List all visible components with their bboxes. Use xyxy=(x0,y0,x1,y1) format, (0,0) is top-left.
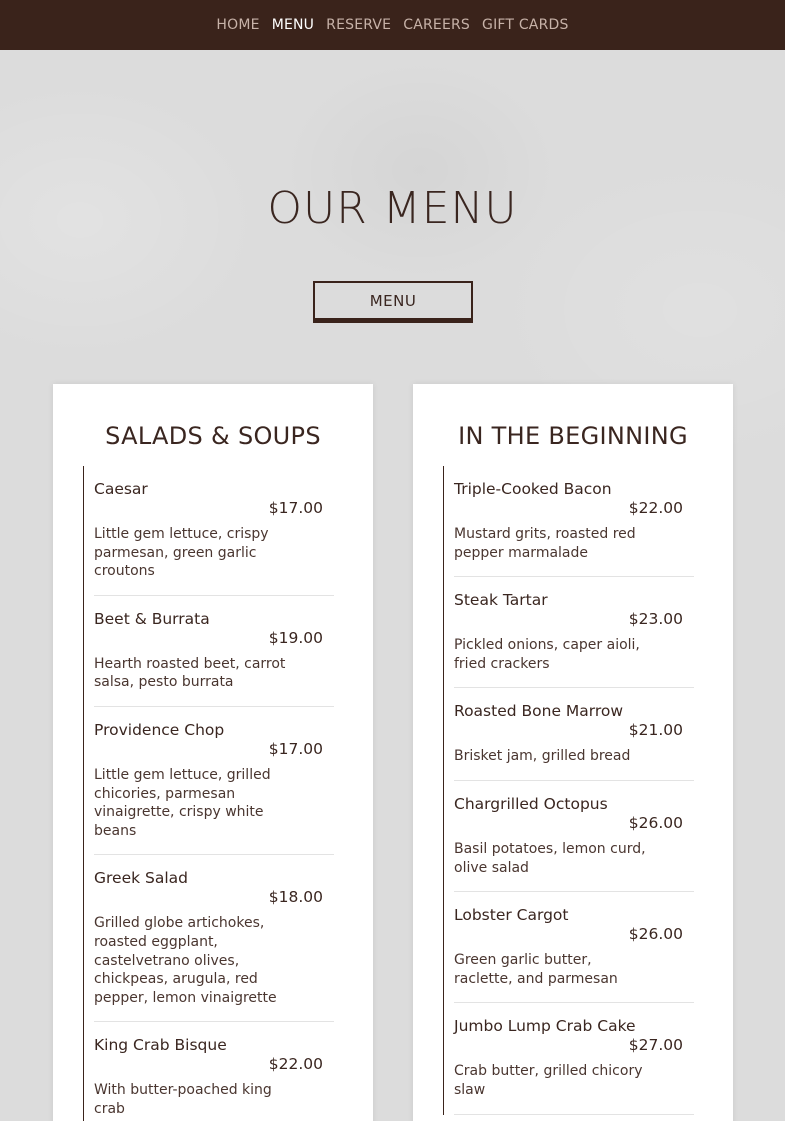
item-name: Roasted Bone Marrow xyxy=(454,702,624,721)
item-name: Lobster Cargot xyxy=(454,906,569,925)
item-price: $21.00 xyxy=(628,721,683,740)
section-title: IN THE BEGINNING xyxy=(458,422,688,450)
menu-button[interactable]: MENU xyxy=(313,281,473,323)
menu-item xyxy=(454,466,694,577)
menu-card-salads-soups xyxy=(53,384,373,1121)
menu-item xyxy=(94,466,334,596)
nav-gift-cards[interactable]: GIFT CARDS xyxy=(482,17,569,33)
item-price: $23.00 xyxy=(628,610,683,629)
menu-item-list xyxy=(83,466,334,1121)
item-price: $22.00 xyxy=(268,1055,323,1074)
nav-careers[interactable]: CAREERS xyxy=(403,17,471,33)
item-price: $26.00 xyxy=(628,925,683,944)
item-price: $27.00 xyxy=(628,1036,683,1055)
item-description: Hearth roasted beet, carrot salsa, pesto burrata xyxy=(94,655,286,691)
item-name: Caesar xyxy=(94,480,148,498)
menu-item xyxy=(454,577,694,688)
menu-item xyxy=(454,1003,694,1114)
item-description: With butter-poached king crab xyxy=(94,1082,272,1117)
menu-item xyxy=(94,855,334,1022)
nav-home[interactable]: HOME xyxy=(216,17,260,33)
item-description: Grilled globe artichokes, roasted eggplant, castelvetrano olives, chickpeas, arugula, red pepper, lemon vinaigrette xyxy=(94,915,277,1006)
item-price: $17.00 xyxy=(268,739,323,758)
item-description: Little gem lettuce, crispy parmesan, green garlic croutons xyxy=(94,526,269,580)
item-description: Brisket jam, grilled bread xyxy=(454,748,631,765)
item-price: $19.00 xyxy=(268,628,323,647)
nav-menu[interactable]: MENU xyxy=(271,17,315,33)
menu-item xyxy=(454,688,694,781)
menu-item xyxy=(94,707,334,855)
item-price: $26.00 xyxy=(628,813,683,832)
menu-item xyxy=(454,781,694,892)
nav-reserve[interactable]: RESERVE xyxy=(326,17,392,33)
menu-item xyxy=(94,596,334,707)
item-price: $17.00 xyxy=(268,499,323,517)
item-description: Mustard grits, roasted red pepper marmalade xyxy=(454,526,636,561)
item-name: Providence Chop xyxy=(94,720,225,739)
item-name: Jumbo Lump Crab Cake xyxy=(454,1017,636,1036)
item-description: Pickled onions, caper aioli, fried crackers xyxy=(454,637,640,672)
menu-item-list xyxy=(443,466,694,1115)
item-description: Basil potatoes, lemon curd, olive salad xyxy=(454,840,646,876)
section-title: SALADS & SOUPS xyxy=(105,422,321,450)
page-title: OUR MENU xyxy=(267,183,518,234)
item-name: Steak Tartar xyxy=(454,591,548,610)
menu-item xyxy=(94,1022,334,1121)
item-name: Triple-Cooked Bacon xyxy=(454,480,612,498)
item-description: Crab butter, grilled chicory slaw xyxy=(454,1063,643,1098)
item-price: $18.00 xyxy=(268,888,323,907)
item-price: $22.00 xyxy=(628,499,683,517)
menu-item xyxy=(454,892,694,1003)
item-name: King Crab Bisque xyxy=(94,1036,227,1055)
menu-card-in-the-beginning xyxy=(413,384,733,1121)
item-description: Green garlic butter, raclette, and parmesan xyxy=(454,952,618,987)
item-description: Little gem lettuce, grilled chicories, parmesan vinaigrette, crispy white beans xyxy=(94,766,271,839)
item-name: Greek Salad xyxy=(94,869,188,888)
top-nav xyxy=(0,0,785,50)
item-name: Chargrilled Octopus xyxy=(454,794,608,813)
item-name: Beet & Burrata xyxy=(94,609,210,628)
